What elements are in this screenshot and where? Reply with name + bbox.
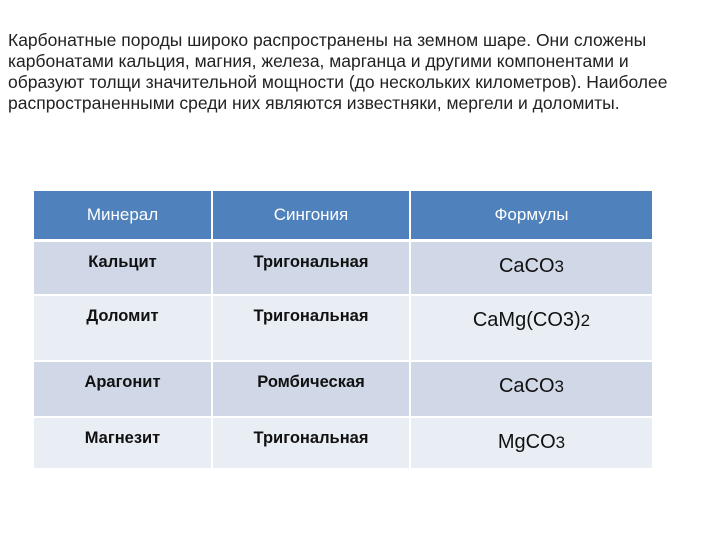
cell-mineral: Доломит [34,295,212,361]
formula-sub: 3 [555,433,566,452]
formula-main: CaCO [498,255,555,277]
formula-main: CaCO [498,375,555,397]
cell-mineral: Кальцит [34,241,212,296]
cell-system: Тригональная [212,241,410,296]
minerals-table [34,191,652,470]
table-header-row [34,191,652,241]
intro-paragraph: Карбонатные породы широко распространены на земном шаре. Они сложены карбонатами кальция, магния, железа, марганца и другими компонентами и образуют толщи значительной мощности (до нескольких километров). Наиболее распространенными среди них являются известняки, мергели и доломиты. [8,30,668,113]
cell-formula [410,241,652,296]
formula-sub: 3 [554,257,565,276]
formula-sub: 3 [554,377,565,396]
cell-mineral: Магнезит [34,417,212,469]
cell-system: Тригональная [212,295,410,361]
header-mineral: Минерал [34,191,212,241]
header-formula: Формулы [410,191,652,241]
table-row [34,295,652,361]
cell-formula [410,417,652,469]
formula-main: CaMg(CO3) [472,309,581,331]
table-row [34,417,652,469]
table-row [34,241,652,296]
cell-formula [410,295,652,361]
formula-sub: 2 [580,311,591,330]
table-row [34,361,652,417]
header-system: Сингония [212,191,410,241]
cell-formula [410,361,652,417]
cell-system: Ромбическая [212,361,410,417]
cell-system: Тригональная [212,417,410,469]
formula-main: MgCO [497,431,556,453]
cell-mineral: Арагонит [34,361,212,417]
